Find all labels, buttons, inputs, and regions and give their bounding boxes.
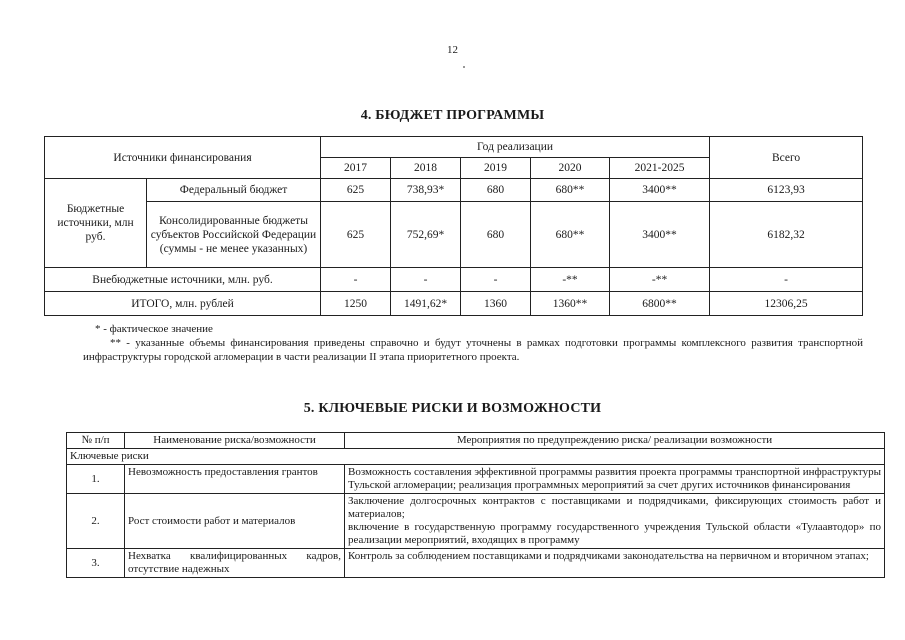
cell-value: - [321, 268, 391, 292]
risk-name: Невозможность предоставления грантов [125, 465, 345, 494]
risks-heading: 5. КЛЮЧЕВЫЕ РИСКИ И ВОЗМОЖНОСТИ [303, 401, 602, 416]
budget-header-row [45, 137, 863, 158]
section-label: Ключевые риски [67, 449, 885, 465]
year-header: 2020 [531, 158, 610, 179]
num-header: № п/п [67, 433, 125, 449]
row-label: Консолидированные бюджеты субъектов Российской Федерации (суммы - не менее указанных) [147, 202, 321, 268]
cell-value: 1360** [531, 292, 610, 316]
cell-value: 680 [461, 179, 531, 202]
cell-value: - [461, 268, 531, 292]
risk-measure-line: включение в государственную программу государственного учреждения Тульской области «Тулаавтодор» по реализации мероприятий, входящих в программу [348, 521, 881, 546]
budget-row-total [45, 292, 863, 316]
sources-header: Источники финансирования [45, 137, 321, 179]
cell-value: 1250 [321, 292, 391, 316]
risk-measures [345, 494, 885, 549]
cell-value: 1491,62* [391, 292, 461, 316]
risks-section-row [67, 449, 885, 465]
cell-value: 3400** [610, 179, 710, 202]
cell-value: 625 [321, 202, 391, 268]
cell-value: 1360 [461, 292, 531, 316]
cell-value: 625 [321, 179, 391, 202]
cell-value: 680** [531, 202, 610, 268]
cell-value: 738,93* [391, 179, 461, 202]
year-header: 2019 [461, 158, 531, 179]
risks-table [66, 432, 885, 578]
cell-value: -** [610, 268, 710, 292]
budget-notes [83, 322, 863, 364]
year-header: 2017 [321, 158, 391, 179]
risk-name: Рост стоимости работ и материалов [125, 494, 345, 549]
cell-value: 752,69* [391, 202, 461, 268]
footnote-actual: * - фактическое значение [95, 323, 213, 335]
budget-table [44, 136, 863, 316]
risk-measures: Возможность составления эффективной программы развития проекта программы транспортной инфраструктуры Тульской агломерации; реализация программных мероприятий за счет других источников финансирования [345, 465, 885, 494]
budget-row-offbudget [45, 268, 863, 292]
total-header: Всего [710, 137, 863, 179]
cell-value: - [391, 268, 461, 292]
cell-total: - [710, 268, 863, 292]
budget-sources-label: Бюджетные источники, млн руб. [45, 179, 147, 268]
cell-total: 6182,32 [710, 202, 863, 268]
risk-row [67, 465, 885, 494]
risk-num: 1. [67, 465, 125, 494]
measures-header: Мероприятия по предупреждению риска/ реализации возможности [345, 433, 885, 449]
risk-row [67, 494, 885, 549]
cell-value: 3400** [610, 202, 710, 268]
row-label: ИТОГО, млн. рублей [45, 292, 321, 316]
year-header: 2018 [391, 158, 461, 179]
cell-total: 12306,25 [710, 292, 863, 316]
cell-value: 680** [531, 179, 610, 202]
year-header: 2021-2025 [610, 158, 710, 179]
row-label: Внебюджетные источники, млн. руб. [45, 268, 321, 292]
name-header: Наименование риска/возможности [125, 433, 345, 449]
row-label: Федеральный бюджет [147, 179, 321, 202]
risk-num: 3. [67, 549, 125, 578]
cell-value: 6800** [610, 292, 710, 316]
risk-measures: Контроль за соблюдением поставщиками и подрядчиками законодательства на первичном и вторичном этапах; [345, 549, 885, 578]
risks-header-row [67, 433, 885, 449]
risk-measure-line: Заключение долгосрочных контрактов с поставщиками и подрядчиками, фиксирующих стоимость работ и материалов; [348, 495, 881, 520]
footnote-reference: ** - указанные объемы финансирования приведены справочно и будут уточнены в рамках подготовки программы комплексного развития транспортной инфраструктуры городской агломерации в части реализации II этапа приоритетного проекта. [83, 337, 863, 363]
budget-heading: 4. БЮДЖЕТ ПРОГРАММЫ [360, 108, 545, 123]
risk-row [67, 549, 885, 578]
year-group-header: Год реализации [321, 137, 710, 158]
cell-value: -** [531, 268, 610, 292]
speck [463, 66, 465, 68]
page-number: 12 [447, 44, 458, 56]
risk-name: Нехватка квалифицированных кадров, отсутствие надежных [125, 549, 345, 578]
risk-num: 2. [67, 494, 125, 549]
cell-value: 680 [461, 202, 531, 268]
budget-row-consolidated [45, 202, 863, 268]
budget-row-federal [45, 179, 863, 202]
cell-total: 6123,93 [710, 179, 863, 202]
